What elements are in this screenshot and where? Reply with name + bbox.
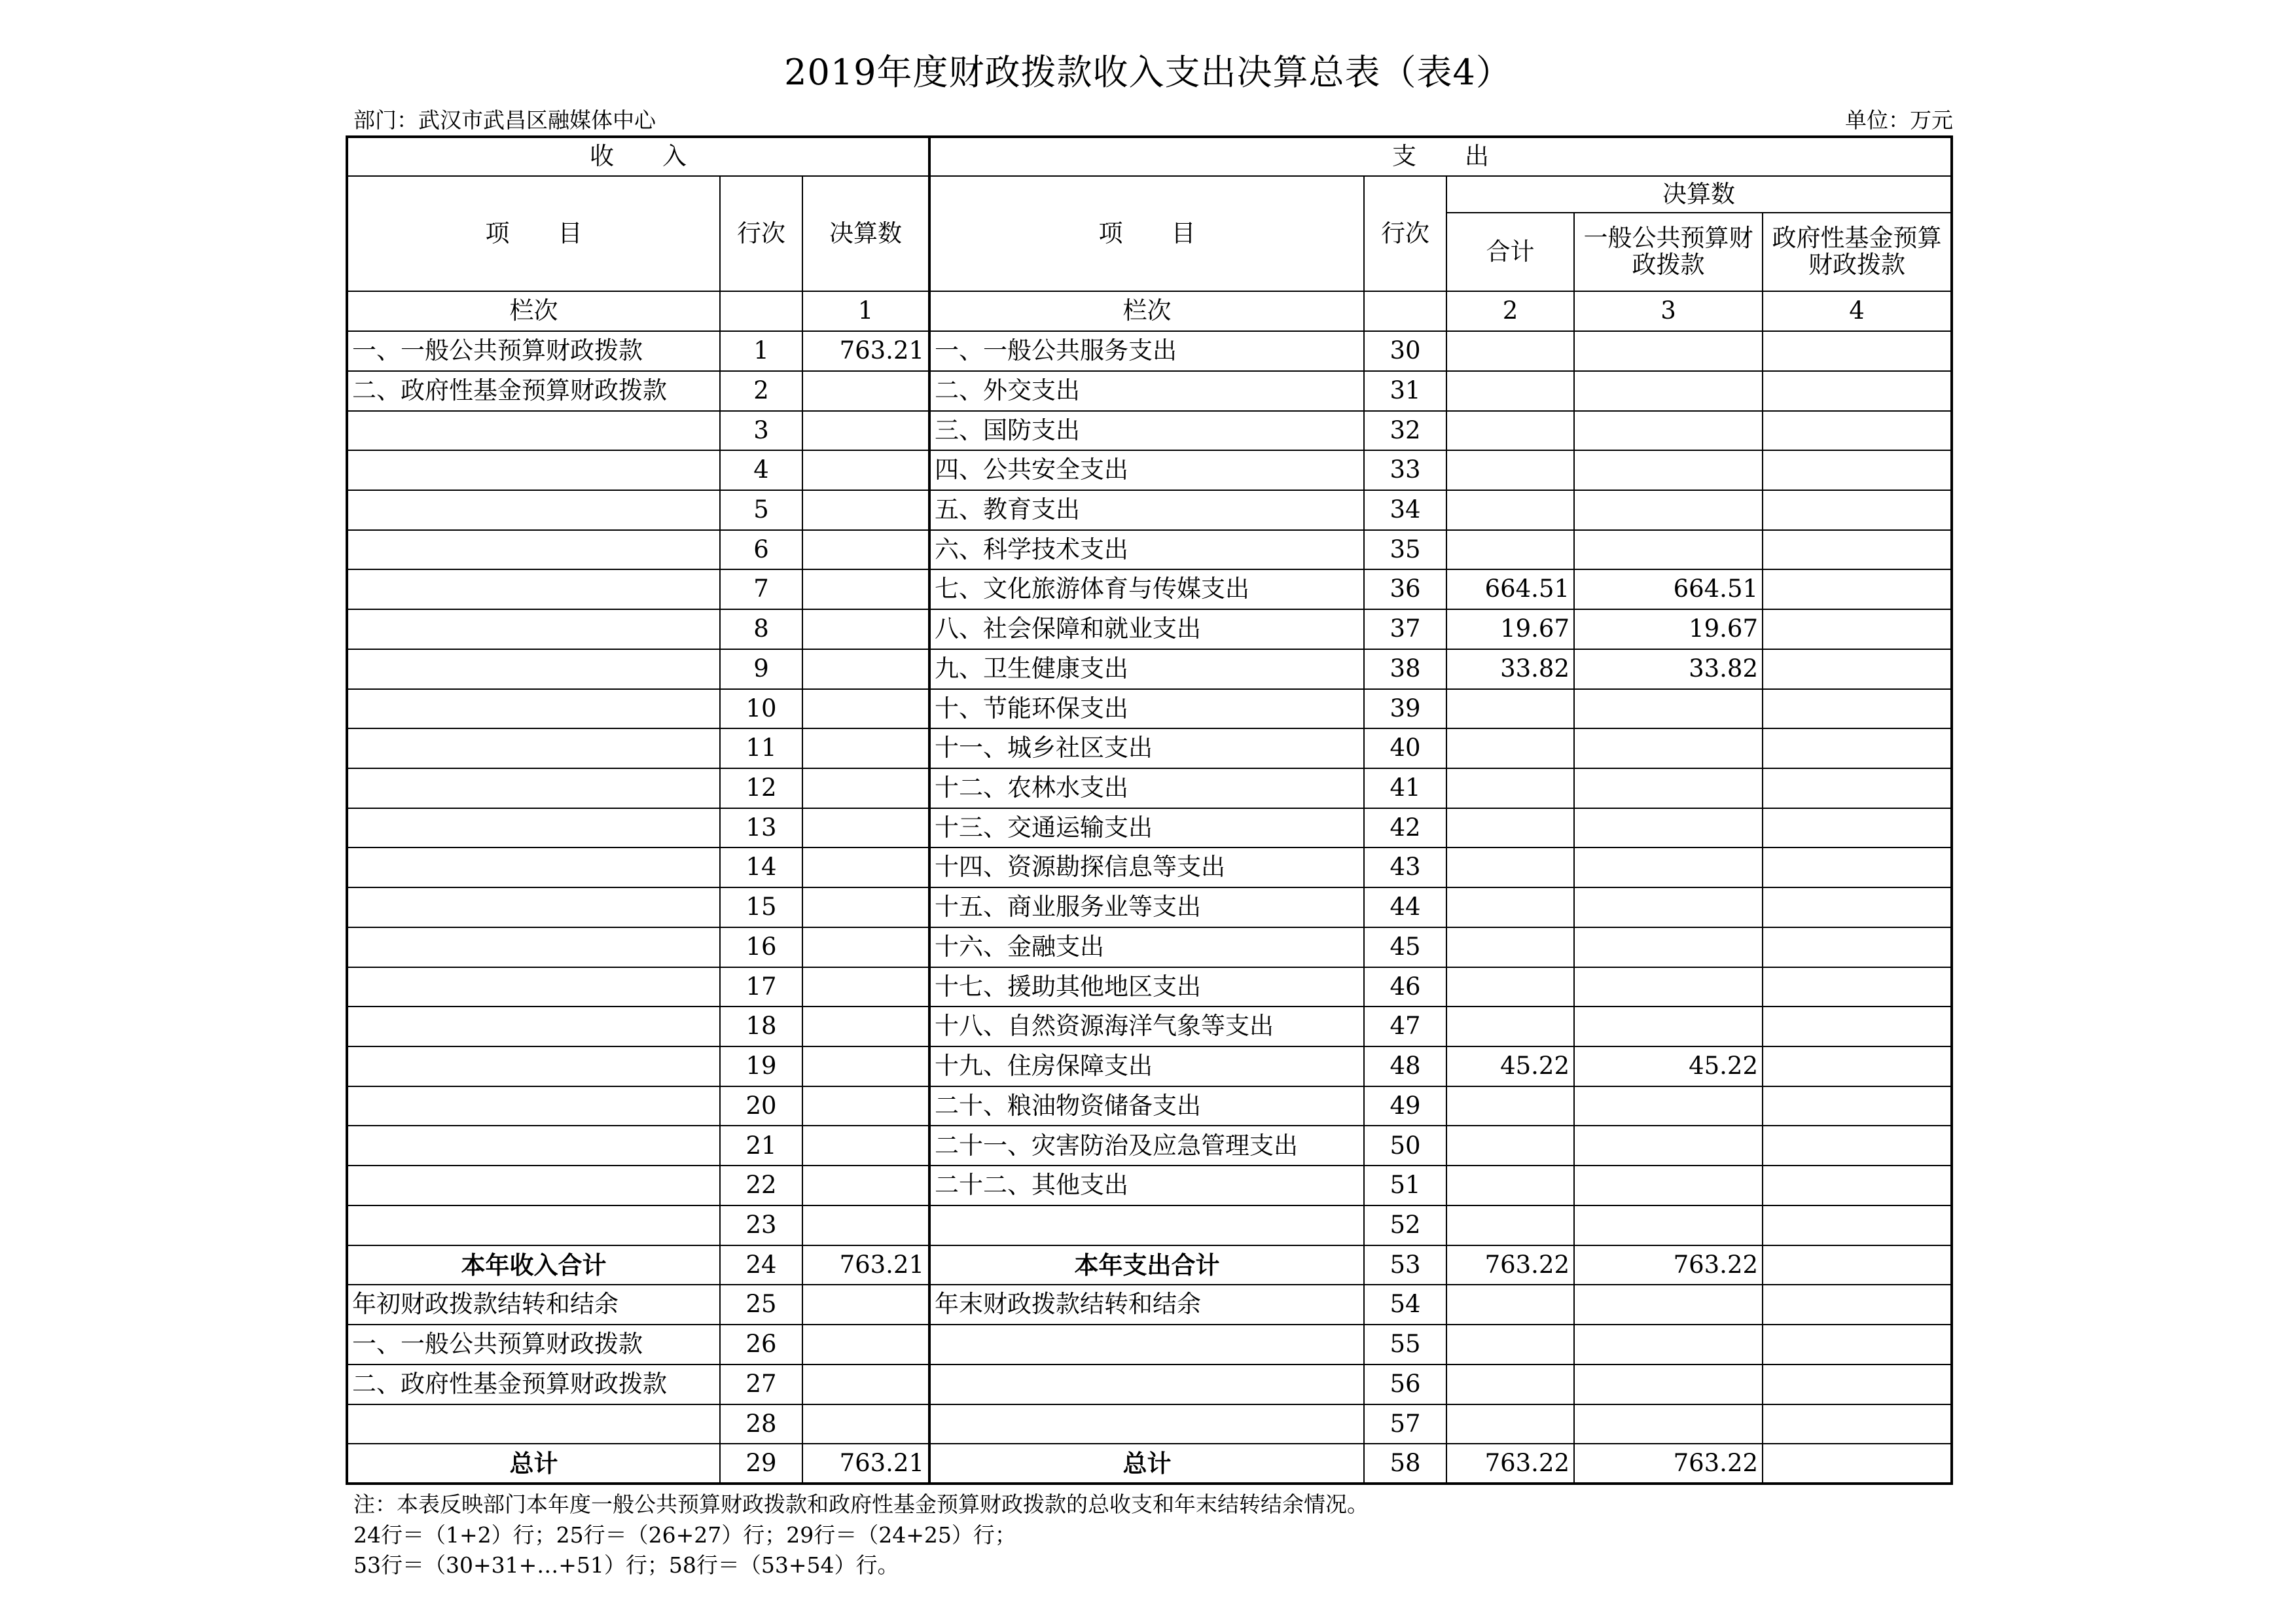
expense-gov-fund-cell <box>1763 1245 1952 1285</box>
table-row <box>347 411 1952 451</box>
table-row <box>347 490 1952 530</box>
expense-rowno-cell: 31 <box>1364 371 1446 411</box>
expense-item-cell: 一、一般公共服务支出 <box>929 331 1364 371</box>
expense-general-budget-cell <box>1574 689 1763 729</box>
expense-rowno-cell: 33 <box>1364 450 1446 490</box>
income-item-cell <box>347 649 720 689</box>
expense-item-cell: 三、国防支出 <box>929 411 1364 451</box>
expense-general-budget-cell <box>1574 768 1763 808</box>
income-rowno-cell: 5 <box>720 490 802 530</box>
income-amount-cell: 763.21 <box>802 331 929 371</box>
income-amount-cell <box>802 530 929 570</box>
expense-rowno-cell: 42 <box>1364 808 1446 848</box>
table-row <box>347 887 1952 927</box>
general-budget-header: 一般公共预算财政拨款 <box>1574 213 1763 291</box>
expense-general-budget-cell <box>1574 808 1763 848</box>
expense-rowno-cell: 51 <box>1364 1166 1446 1205</box>
expense-item-cell: 二十二、其他支出 <box>929 1166 1364 1205</box>
income-item-cell <box>347 450 720 490</box>
income-rowno-cell: 17 <box>720 967 802 1007</box>
income-item-cell <box>347 1166 720 1205</box>
expense-item-cell: 七、文化旅游体育与传媒支出 <box>929 569 1364 609</box>
expense-gov-fund-cell <box>1763 411 1952 451</box>
expense-rowno-cell: 44 <box>1364 887 1446 927</box>
header-row-sections <box>347 137 1952 176</box>
table-row <box>347 1285 1952 1325</box>
income-amount-cell <box>802 371 929 411</box>
expense-general-budget-cell: 763.22 <box>1574 1444 1763 1484</box>
income-rowno-cell: 18 <box>720 1007 802 1046</box>
income-rowno-cell: 21 <box>720 1126 802 1166</box>
expense-total-cell <box>1446 847 1574 887</box>
expense-gov-fund-cell <box>1763 847 1952 887</box>
table-row <box>347 728 1952 768</box>
income-item-cell <box>347 1404 720 1444</box>
expense-item-cell: 六、科学技术支出 <box>929 530 1364 570</box>
expense-item-cell: 五、教育支出 <box>929 490 1364 530</box>
unit-label: 单位：万元 <box>1845 107 1953 133</box>
expense-rowno-cell: 39 <box>1364 689 1446 729</box>
expense-general-budget-cell <box>1574 1404 1763 1444</box>
income-amount-cell <box>802 609 929 649</box>
table-row <box>347 609 1952 649</box>
income-item-cell <box>347 1086 720 1126</box>
expense-general-budget-cell <box>1574 1364 1763 1404</box>
income-rowno-cell: 26 <box>720 1325 802 1364</box>
income-rowno-cell: 11 <box>720 728 802 768</box>
expense-item-cell <box>929 1404 1364 1444</box>
expense-rowno-cell: 56 <box>1364 1364 1446 1404</box>
col-index-1: 1 <box>802 291 929 331</box>
income-rowno-cell: 25 <box>720 1285 802 1325</box>
income-item-cell <box>347 490 720 530</box>
income-amount-cell <box>802 689 929 729</box>
expense-gov-fund-cell <box>1763 609 1952 649</box>
note-line-2: 24行＝（1+2）行；25行＝（26+27）行；29行＝（24+25）行； <box>353 1522 1016 1548</box>
column-index-row <box>347 291 1952 331</box>
expense-total-cell: 664.51 <box>1446 569 1574 609</box>
income-item-cell: 本年收入合计 <box>347 1245 720 1285</box>
expense-rowno-cell: 58 <box>1364 1444 1446 1484</box>
income-amount-cell <box>802 927 929 967</box>
expense-total-cell <box>1446 927 1574 967</box>
note-line-1: 注：本表反映部门本年度一般公共预算财政拨款和政府性基金预算财政拨款的总收支和年末结转结余情况。 <box>353 1491 1369 1517</box>
expense-gov-fund-cell <box>1763 1166 1952 1205</box>
expense-general-budget-cell <box>1574 927 1763 967</box>
income-item-cell <box>347 569 720 609</box>
income-amount-cell <box>802 768 929 808</box>
expense-rowno-cell: 37 <box>1364 609 1446 649</box>
income-rowno-cell: 7 <box>720 569 802 609</box>
expense-general-budget-cell: 763.22 <box>1574 1245 1763 1285</box>
expense-total-cell: 45.22 <box>1446 1046 1574 1086</box>
income-item-cell <box>347 887 720 927</box>
expense-rowno-cell: 35 <box>1364 530 1446 570</box>
expense-rowno-cell: 36 <box>1364 569 1446 609</box>
expense-gov-fund-cell <box>1763 450 1952 490</box>
income-amount-header: 决算数 <box>802 176 929 291</box>
expense-item-cell: 十二、农林水支出 <box>929 768 1364 808</box>
income-item-cell <box>347 1046 720 1086</box>
expense-gov-fund-cell <box>1763 1444 1952 1484</box>
expense-gov-fund-cell <box>1763 967 1952 1007</box>
table-row <box>347 1205 1952 1245</box>
page-title: 2019年度财政拨款收入支出决算总表（表4） <box>784 52 1512 93</box>
table-row <box>347 1086 1952 1126</box>
table-row <box>347 1046 1952 1086</box>
expense-rowno-cell: 40 <box>1364 728 1446 768</box>
table-row <box>347 1166 1952 1205</box>
expense-item-cell: 二十、粮油物资储备支出 <box>929 1086 1364 1126</box>
table-row <box>347 1325 1952 1364</box>
income-rowno-cell: 16 <box>720 927 802 967</box>
income-rowno-cell: 2 <box>720 371 802 411</box>
table-row <box>347 649 1952 689</box>
expense-total-cell <box>1446 1364 1574 1404</box>
expense-gov-fund-cell <box>1763 530 1952 570</box>
expense-item-cell: 二十一、灾害防治及应急管理支出 <box>929 1126 1364 1166</box>
expense-total-cell <box>1446 331 1574 371</box>
expense-gov-fund-cell <box>1763 1205 1952 1245</box>
expense-general-budget-cell <box>1574 728 1763 768</box>
expense-total-cell <box>1446 530 1574 570</box>
expense-total-cell <box>1446 689 1574 729</box>
final-amount-group-header: 决算数 <box>1446 176 1952 213</box>
expense-item-cell: 年末财政拨款结转和结余 <box>929 1285 1364 1325</box>
expense-general-budget-cell <box>1574 530 1763 570</box>
expense-col-label: 栏次 <box>929 291 1364 331</box>
expense-rowno-header: 行次 <box>1364 176 1446 291</box>
expense-gov-fund-cell <box>1763 927 1952 967</box>
income-amount-cell <box>802 1126 929 1166</box>
expense-gov-fund-cell <box>1763 569 1952 609</box>
income-rowno-cell: 3 <box>720 411 802 451</box>
income-item-cell: 二、政府性基金预算财政拨款 <box>347 371 720 411</box>
expense-item-cell: 四、公共安全支出 <box>929 450 1364 490</box>
expense-gov-fund-cell <box>1763 1364 1952 1404</box>
table-row <box>347 1444 1952 1484</box>
expense-rowno-cell: 32 <box>1364 411 1446 451</box>
expense-general-budget-cell: 33.82 <box>1574 649 1763 689</box>
income-item-cell <box>347 1126 720 1166</box>
income-item-cell <box>347 411 720 451</box>
income-amount-cell <box>802 490 929 530</box>
income-rowno-cell: 12 <box>720 768 802 808</box>
expense-rowno-cell: 55 <box>1364 1325 1446 1364</box>
expense-item-cell: 总计 <box>929 1444 1364 1484</box>
table-row <box>347 1364 1952 1404</box>
expense-rowno-cell: 49 <box>1364 1086 1446 1126</box>
expense-gov-fund-cell <box>1763 331 1952 371</box>
expense-total-cell <box>1446 450 1574 490</box>
expense-gov-fund-cell <box>1763 490 1952 530</box>
expense-item-cell: 二、外交支出 <box>929 371 1364 411</box>
expense-item-cell: 十四、资源勘探信息等支出 <box>929 847 1364 887</box>
income-item-cell: 二、政府性基金预算财政拨款 <box>347 1364 720 1404</box>
expense-total-cell <box>1446 967 1574 1007</box>
gov-fund-header: 政府性基金预算财政拨款 <box>1763 213 1952 291</box>
table-row <box>347 1404 1952 1444</box>
income-amount-cell <box>802 1086 929 1126</box>
expense-general-budget-cell <box>1574 847 1763 887</box>
expense-item-cell: 十一、城乡社区支出 <box>929 728 1364 768</box>
expense-item-cell: 十七、援助其他地区支出 <box>929 967 1364 1007</box>
income-amount-cell <box>802 847 929 887</box>
income-item-cell <box>347 609 720 649</box>
income-item-cell: 总计 <box>347 1444 720 1484</box>
expense-total-cell <box>1446 887 1574 927</box>
expense-rowno-cell: 57 <box>1364 1404 1446 1444</box>
income-amount-cell <box>802 1364 929 1404</box>
income-amount-cell: 763.21 <box>802 1245 929 1285</box>
expense-total-cell: 19.67 <box>1446 609 1574 649</box>
income-amount-cell <box>802 967 929 1007</box>
expense-item-cell: 十八、自然资源海洋气象等支出 <box>929 1007 1364 1046</box>
income-rowno-cell: 4 <box>720 450 802 490</box>
expense-rowno-cell: 41 <box>1364 768 1446 808</box>
expense-general-budget-cell: 19.67 <box>1574 609 1763 649</box>
income-rowno-cell: 9 <box>720 649 802 689</box>
expense-general-budget-cell <box>1574 1325 1763 1364</box>
table-row <box>347 1245 1952 1285</box>
income-item-cell: 一、一般公共预算财政拨款 <box>347 1325 720 1364</box>
expense-item-cell: 九、卫生健康支出 <box>929 649 1364 689</box>
income-amount-cell <box>802 728 929 768</box>
expense-general-budget-cell <box>1574 1126 1763 1166</box>
income-item-cell: 一、一般公共预算财政拨款 <box>347 331 720 371</box>
income-item-cell: 年初财政拨款结转和结余 <box>347 1285 720 1325</box>
expense-total-cell: 763.22 <box>1446 1444 1574 1484</box>
expense-total-cell <box>1446 371 1574 411</box>
expense-total-cell <box>1446 1086 1574 1126</box>
expense-rowno-cell: 53 <box>1364 1245 1446 1285</box>
expense-item-cell <box>929 1205 1364 1245</box>
department-label: 部门：武汉市武昌区融媒体中心 <box>353 107 656 133</box>
expense-rowno-cell: 45 <box>1364 927 1446 967</box>
header-row-group <box>347 176 1952 213</box>
income-rowno-cell: 14 <box>720 847 802 887</box>
expense-general-budget-cell <box>1574 967 1763 1007</box>
table-row <box>347 530 1952 570</box>
income-amount-cell <box>802 1285 929 1325</box>
table-row <box>347 371 1952 411</box>
income-item-cell <box>347 847 720 887</box>
income-item-cell <box>347 1205 720 1245</box>
income-amount-cell <box>802 1046 929 1086</box>
expense-general-budget-cell <box>1574 1007 1763 1046</box>
income-amount-cell <box>802 1404 929 1444</box>
table-row <box>347 768 1952 808</box>
expense-item-cell: 十五、商业服务业等支出 <box>929 887 1364 927</box>
table-row <box>347 1007 1952 1046</box>
income-amount-cell <box>802 1205 929 1245</box>
table-row <box>347 967 1952 1007</box>
income-rowno-cell: 13 <box>720 808 802 848</box>
income-amount-cell <box>802 649 929 689</box>
expense-rowno-cell: 50 <box>1364 1126 1446 1166</box>
expense-gov-fund-cell <box>1763 887 1952 927</box>
note-line-3: 53行＝（30+31+…+51）行；58行＝（53+54）行。 <box>353 1552 899 1578</box>
income-rowno-cell: 8 <box>720 609 802 649</box>
expense-gov-fund-cell <box>1763 1285 1952 1325</box>
income-amount-cell <box>802 1325 929 1364</box>
expense-gov-fund-cell <box>1763 689 1952 729</box>
income-item-cell <box>347 927 720 967</box>
expense-total-cell: 33.82 <box>1446 649 1574 689</box>
income-rowno-cell: 20 <box>720 1086 802 1126</box>
expense-gov-fund-cell <box>1763 1404 1952 1444</box>
expense-col-rowno-empty <box>1364 291 1446 331</box>
income-item-cell <box>347 768 720 808</box>
income-item-cell <box>347 1007 720 1046</box>
income-rowno-cell: 23 <box>720 1205 802 1245</box>
table-row <box>347 689 1952 729</box>
expense-rowno-cell: 34 <box>1364 490 1446 530</box>
income-col-label: 栏次 <box>347 291 720 331</box>
income-rowno-cell: 1 <box>720 331 802 371</box>
income-amount-cell <box>802 569 929 609</box>
income-item-cell <box>347 728 720 768</box>
expense-gov-fund-cell <box>1763 808 1952 848</box>
expense-rowno-cell: 30 <box>1364 331 1446 371</box>
expense-total-cell <box>1446 1404 1574 1444</box>
income-rowno-cell: 24 <box>720 1245 802 1285</box>
col-index-2: 2 <box>1446 291 1574 331</box>
expense-section-header: 支 出 <box>929 137 1952 176</box>
income-rowno-cell: 22 <box>720 1166 802 1205</box>
expense-total-cell <box>1446 411 1574 451</box>
expense-total-cell <box>1446 490 1574 530</box>
expense-gov-fund-cell <box>1763 649 1952 689</box>
expense-item-cell <box>929 1325 1364 1364</box>
expense-item-cell: 十六、金融支出 <box>929 927 1364 967</box>
expense-total-cell <box>1446 728 1574 768</box>
expense-general-budget-cell <box>1574 490 1763 530</box>
expense-general-budget-cell: 664.51 <box>1574 569 1763 609</box>
expense-general-budget-cell <box>1574 1086 1763 1126</box>
expense-total-cell <box>1446 1325 1574 1364</box>
income-rowno-cell: 28 <box>720 1404 802 1444</box>
income-item-cell <box>347 530 720 570</box>
table-row <box>347 1126 1952 1166</box>
expense-gov-fund-cell <box>1763 1086 1952 1126</box>
table-row <box>347 808 1952 848</box>
expense-rowno-cell: 43 <box>1364 847 1446 887</box>
expense-item-cell: 十、节能环保支出 <box>929 689 1364 729</box>
expense-rowno-cell: 52 <box>1364 1205 1446 1245</box>
expense-general-budget-cell <box>1574 371 1763 411</box>
income-rowno-header: 行次 <box>720 176 802 291</box>
income-amount-cell: 763.21 <box>802 1444 929 1484</box>
expense-gov-fund-cell <box>1763 1126 1952 1166</box>
expense-item-cell: 本年支出合计 <box>929 1245 1364 1285</box>
expense-general-budget-cell <box>1574 450 1763 490</box>
income-item-header: 项 目 <box>347 176 720 291</box>
expense-general-budget-cell: 45.22 <box>1574 1046 1763 1086</box>
expense-rowno-cell: 47 <box>1364 1007 1446 1046</box>
expense-rowno-cell: 54 <box>1364 1285 1446 1325</box>
expense-item-cell: 八、社会保障和就业支出 <box>929 609 1364 649</box>
income-amount-cell <box>802 887 929 927</box>
expense-gov-fund-cell <box>1763 1007 1952 1046</box>
expense-general-budget-cell <box>1574 331 1763 371</box>
total-header: 合计 <box>1446 213 1574 291</box>
table-row <box>347 847 1952 887</box>
expense-general-budget-cell <box>1574 1166 1763 1205</box>
income-rowno-cell: 10 <box>720 689 802 729</box>
col-index-3: 3 <box>1574 291 1763 331</box>
expense-general-budget-cell <box>1574 1285 1763 1325</box>
expense-general-budget-cell <box>1574 1205 1763 1245</box>
income-col-rowno-empty <box>720 291 802 331</box>
expense-rowno-cell: 46 <box>1364 967 1446 1007</box>
budget-table <box>346 135 1953 1485</box>
income-item-cell <box>347 689 720 729</box>
expense-gov-fund-cell <box>1763 768 1952 808</box>
table-row <box>347 569 1952 609</box>
expense-gov-fund-cell <box>1763 1325 1952 1364</box>
expense-general-budget-cell <box>1574 887 1763 927</box>
income-amount-cell <box>802 1007 929 1046</box>
expense-total-cell <box>1446 1126 1574 1166</box>
expense-total-cell <box>1446 808 1574 848</box>
income-rowno-cell: 19 <box>720 1046 802 1086</box>
income-rowno-cell: 6 <box>720 530 802 570</box>
income-section-header: 收 入 <box>347 137 929 176</box>
expense-total-cell <box>1446 1007 1574 1046</box>
expense-item-cell: 十九、住房保障支出 <box>929 1046 1364 1086</box>
expense-total-cell <box>1446 1166 1574 1205</box>
income-item-cell <box>347 967 720 1007</box>
income-rowno-cell: 15 <box>720 887 802 927</box>
expense-item-header: 项 目 <box>929 176 1364 291</box>
expense-gov-fund-cell <box>1763 728 1952 768</box>
col-index-4: 4 <box>1763 291 1952 331</box>
income-amount-cell <box>802 1166 929 1205</box>
expense-total-cell <box>1446 1285 1574 1325</box>
expense-item-cell: 十三、交通运输支出 <box>929 808 1364 848</box>
expense-gov-fund-cell <box>1763 1046 1952 1086</box>
table-row <box>347 927 1952 967</box>
table-row <box>347 331 1952 371</box>
expense-item-cell <box>929 1364 1364 1404</box>
income-amount-cell <box>802 411 929 451</box>
expense-rowno-cell: 38 <box>1364 649 1446 689</box>
income-rowno-cell: 27 <box>720 1364 802 1404</box>
expense-total-cell: 763.22 <box>1446 1245 1574 1285</box>
income-rowno-cell: 29 <box>720 1444 802 1484</box>
expense-total-cell <box>1446 768 1574 808</box>
expense-general-budget-cell <box>1574 411 1763 451</box>
expense-gov-fund-cell <box>1763 371 1952 411</box>
expense-total-cell <box>1446 1205 1574 1245</box>
expense-rowno-cell: 48 <box>1364 1046 1446 1086</box>
income-amount-cell <box>802 808 929 848</box>
income-item-cell <box>347 808 720 848</box>
table-row <box>347 450 1952 490</box>
income-amount-cell <box>802 450 929 490</box>
